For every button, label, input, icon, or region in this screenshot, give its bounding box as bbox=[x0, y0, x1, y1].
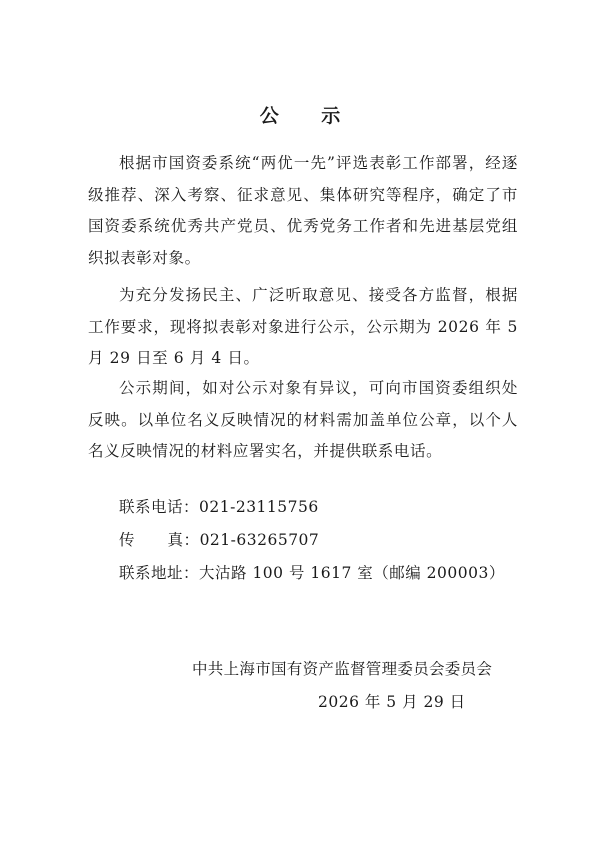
document-title: 公 示 bbox=[259, 105, 359, 127]
contact-phone-label: 联系电话： bbox=[119, 498, 200, 516]
contact-fax-line bbox=[119, 530, 319, 550]
issuer-signature: 中共上海市国有资产监督管理委员会委员会 bbox=[192, 660, 493, 678]
contact-address-label: 联系地址： bbox=[119, 564, 200, 582]
contact-phone-line bbox=[119, 497, 319, 517]
contact-fax-value: 021-63265707 bbox=[199, 531, 320, 549]
paragraph-2: 为充分发扬民主、广泛听取意见、接受各方监督，根据工作要求，现将拟表彰对象进行公示，公示期为 2026 年 5 月 29 日至 6 月 4 日。 bbox=[88, 286, 518, 367]
contact-fax-label: 传 真： bbox=[119, 531, 200, 549]
contact-address-value: 大沽路 100 号 1617 室（邮编 200003） bbox=[199, 564, 505, 582]
paragraph-1: 根据市国资委系统“两优一先”评选表彰工作部署，经逐级推荐、深入考察、征求意见、集体研究等程序，确定了市国资委系统优秀共产党员、优秀党务工作者和先进基层党组织拟表彰对象。 bbox=[88, 154, 518, 267]
contact-phone-value: 021-23115756 bbox=[199, 498, 319, 516]
paragraph-3: 公示期间，如对公示对象有异议，可向市国资委组织处反映。以单位名义反映情况的材料需加盖单位公章，以个人名义反映情况的材料应署实名，并提供联系电话。 bbox=[88, 379, 518, 460]
contact-address-line bbox=[119, 563, 505, 583]
issue-date: 2026 年 5 月 29 日 bbox=[318, 693, 466, 711]
